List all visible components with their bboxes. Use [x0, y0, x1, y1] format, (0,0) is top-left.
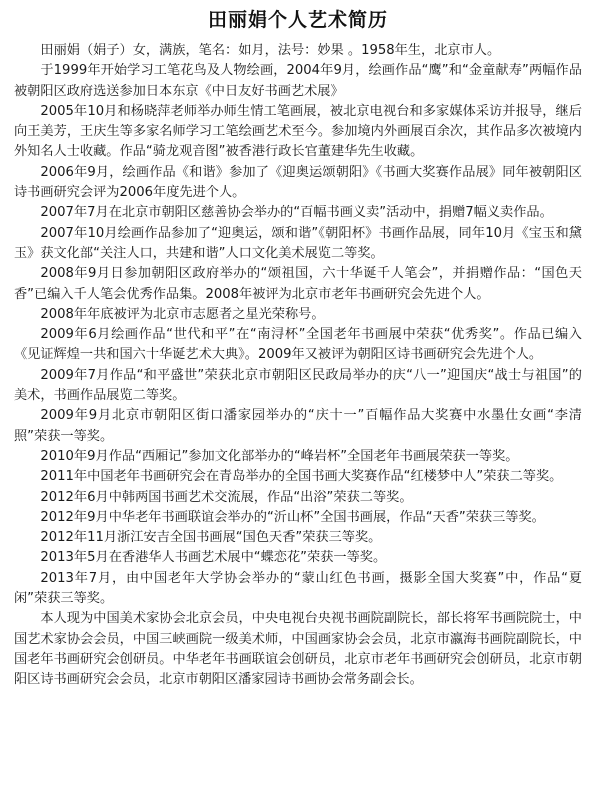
paragraph-2012-09: 2012年9月中华老年书画联谊会举办的“沂山杯”全国书画展，作品“天香”荣获三等奖。 [40, 509, 545, 525]
paragraph-2012-06: 2012年6月中韩两国书画艺术交流展，作品“出浴”荣获二等奖。 [40, 489, 413, 505]
paragraph-2006: 2006年9月，绘画作品《和谐》参加了《迎奥运颂朝阳》《书画大奖赛作品展》同年被朝阳区诗书画研究会评为2006年度先进个人。 [14, 164, 582, 201]
paragraph-intro: 田丽娟（娟子）女，满族，笔名：如月，法号：妙果 。1958年生，北京市人。 [40, 43, 501, 58]
paragraph-2008-09: 2008年9月日参加朝阳区政府举办的“颂祖国，六十华诞千人笔会”，并捐赠作品：“国色天香”已编入千人笔会优秀作品集。2008年被评为北京市老年书画研究会先进个人。 [14, 266, 582, 302]
paragraph-2009-09: 2009年9月北京市朝阳区街口潘家园举办的“庆十一”百幅作品大奖赛中水墨仕女画“李清照”荣获一等奖。 [14, 408, 582, 444]
paragraph-2008-end: 2008年年底被评为北京市志愿者之星光荣称号。 [40, 306, 325, 322]
paragraph-2013-07: 2013年7月，由中国老年大学协会举办的“蒙山红色书画，摄影全国大奖赛”中，作品“夏闲”荣获三等奖。 [14, 570, 582, 607]
paragraph-1999: 于1999年开始学习工笔花鸟及人物绘画，2004年9月，绘画作品“鹰”和“金童献寿”两幅作品被朝阳区政府选送参加日本东京《中日友好书画艺术展》 [14, 63, 582, 99]
paragraph-2011: 2011年中国老年书画研究会在青岛举办的全国书画大奖赛作品“红楼梦中人”荣获二等奖。 [40, 469, 563, 485]
paragraph-memberships: 本人现为中国美术家协会北京会员，中央电视台央视书画院副院长，部长将军书画院院士，中国艺术家协会会员，中国三峡画院一级美术师，中国画家协会会员，北京市瀛海书画院副院长，中国老年书画研究会创研员。中华老年书画联谊会创研员，北京市老年书画研究会创研员，北京市朝阳区诗书画研究会会员，北京市朝阳区潘家园诗书画协会常务副会长。 [14, 611, 582, 688]
paragraph-2007-07: 2007年7月在北京市朝阳区慈善协会举办的“百幅书画义卖”活动中，捐赠7幅义卖作品。 [40, 205, 553, 221]
paragraph-2013-05: 2013年5月在香港华人书画艺术展中“蝶恋花”荣获一等奖。 [40, 550, 387, 566]
paragraph-2009-06: 2009年6月绘画作品“世代和平”在“南浔杯”全国老年书画展中荣获“优秀奖”。作品已编入《见证辉煌一共和国六十华诞艺术大典》。2009年又被评为朝阳区诗书画研究会先进个人。 [14, 327, 582, 363]
paragraph-2012-11: 2012年11月浙江安吉全国书画展“国色天香”荣获三等奖。 [40, 530, 382, 546]
paragraph-2010-09: 2010年9月作品“西厢记”参加文化部举办的“峰岩杯”全国老年书画展荣获一等奖。 [40, 448, 519, 464]
page-title: 田丽娟个人艺术简历 [207, 9, 388, 31]
paragraph-2009-07: 2009年7月作品“和平盛世”荣获北京市朝阳区民政局举办的庆“八一”迎国庆“战士与祖国”的美术，书画作品展览二等奖。 [14, 367, 582, 404]
paragraph-2005: 2005年10月和杨晓萍老师举办师生情工笔画展，被北京电视台和多家媒体采访并报导，继后向王美芳，王庆生等多家名师学习工笔绘画艺术至今。参加境内外画展百余次，其作品多次被境内外知名人士收藏。作品“骑龙观音图”被香港行政长官董建华先生收藏。 [14, 103, 582, 160]
paragraph-2007-10: 2007年10月绘画作品参加了“迎奥运，颂和谐”《朝阳杯》书画作品展，同年10月《宝玉和黛玉》获文化部“关注人口，共建和谐”人口文化美术展览二等奖。 [14, 225, 582, 261]
